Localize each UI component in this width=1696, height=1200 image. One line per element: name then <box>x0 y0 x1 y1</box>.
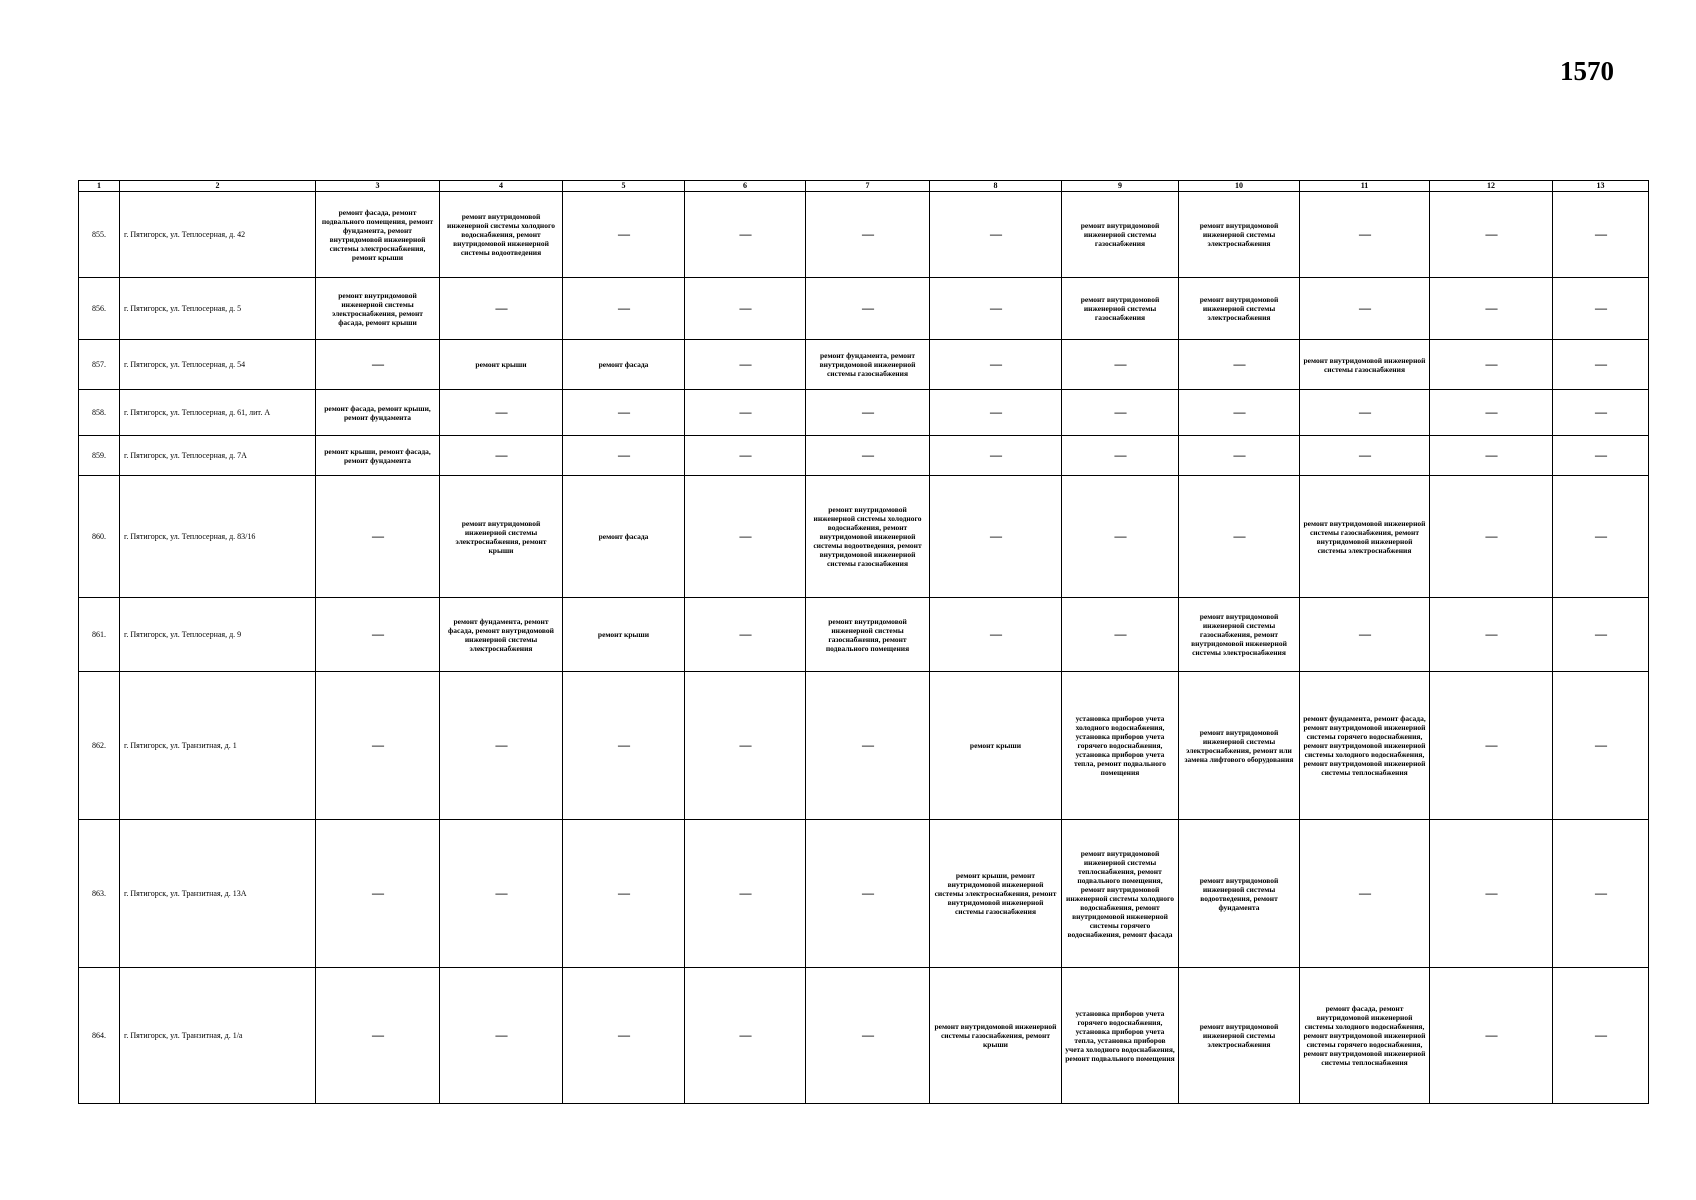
empty-dash-cell <box>563 436 685 476</box>
empty-dash-cell <box>316 968 440 1104</box>
table-row <box>79 340 1649 390</box>
dash-mark: — <box>1485 301 1497 316</box>
dash-mark: — <box>618 301 629 316</box>
work-type-cell: установка приборов учета горячего водоснабжения, установка приборов учета тепла, установка приборов учета холодного водоснабжения, ремонт подвального помещения <box>1062 968 1179 1104</box>
address-cell: г. Пятигорск, ул. Теплосерная, д. 7А <box>120 436 316 476</box>
table-row <box>79 436 1649 476</box>
dash-mark: — <box>1114 357 1126 372</box>
empty-dash-cell <box>806 192 930 278</box>
empty-dash-cell <box>1430 968 1553 1104</box>
dash-mark: — <box>1359 405 1370 420</box>
empty-dash-cell <box>806 390 930 436</box>
dash-mark: — <box>1485 886 1497 901</box>
work-type-cell: ремонт фасада, ремонт внутридомовой инженерной системы холодного водоснабжения, ремонт внутридомовой инженерной системы горячего водоснабжения, ремонт внутридомовой инженерной системы теплоснабжения <box>1300 968 1430 1104</box>
work-type-cell: ремонт внутридомовой инженерной системы газоснабжения, ремонт внутридомовой инженерной системы электроснабжения <box>1300 476 1430 598</box>
work-type-cell: ремонт внутридомовой инженерной системы электроснабжения, ремонт или замена лифтового оборудования <box>1179 672 1300 820</box>
column-header: 10 <box>1179 181 1300 192</box>
empty-dash-cell <box>440 820 563 968</box>
dash-mark: — <box>1485 529 1497 544</box>
column-header: 4 <box>440 181 563 192</box>
empty-dash-cell <box>806 278 930 340</box>
dash-mark: — <box>1233 357 1245 372</box>
address-cell: г. Пятигорск, ул. Теплосерная, д. 5 <box>120 278 316 340</box>
empty-dash-cell <box>1430 598 1553 672</box>
dash-mark: — <box>990 357 1001 372</box>
empty-dash-cell <box>806 968 930 1104</box>
empty-dash-cell <box>563 820 685 968</box>
dash-mark: — <box>495 301 507 316</box>
work-type-cell: ремонт внутридомовой инженерной системы электроснабжения, ремонт фасада, ремонт крыши <box>316 278 440 340</box>
dash-mark: — <box>1595 738 1606 753</box>
empty-dash-cell <box>806 436 930 476</box>
work-type-cell: ремонт крыши, ремонт внутридомовой инженерной системы электроснабжения, ремонт внутридомовой инженерной системы газоснабжения <box>930 820 1062 968</box>
column-header: 2 <box>120 181 316 192</box>
address-cell: г. Пятигорск, ул. Транзитная, д. 1/а <box>120 968 316 1104</box>
dash-mark: — <box>1359 301 1370 316</box>
empty-dash-cell <box>440 968 563 1104</box>
dash-mark: — <box>739 301 751 316</box>
table-row <box>79 192 1649 278</box>
empty-dash-cell <box>1553 278 1649 340</box>
dash-mark: — <box>1233 405 1245 420</box>
dash-mark: — <box>1359 448 1370 463</box>
dash-mark: — <box>1233 448 1245 463</box>
row-number: 856. <box>79 278 120 340</box>
address-cell: г. Пятигорск, ул. Теплосерная, д. 54 <box>120 340 316 390</box>
table-row <box>79 968 1649 1104</box>
dash-mark: — <box>1595 627 1606 642</box>
table-row <box>79 672 1649 820</box>
dash-mark: — <box>862 448 873 463</box>
dash-mark: — <box>1485 738 1497 753</box>
empty-dash-cell <box>1179 390 1300 436</box>
column-header: 7 <box>806 181 930 192</box>
empty-dash-cell <box>1062 340 1179 390</box>
repair-schedule-table <box>78 180 1649 1104</box>
header-row <box>79 181 1649 192</box>
table-row <box>79 476 1649 598</box>
empty-dash-cell <box>440 390 563 436</box>
dash-mark: — <box>739 227 751 242</box>
empty-dash-cell <box>1430 820 1553 968</box>
address-cell: г. Пятигорск, ул. Теплосерная, д. 83/16 <box>120 476 316 598</box>
empty-dash-cell <box>685 436 806 476</box>
work-type-cell: ремонт крыши, ремонт фасада, ремонт фундамента <box>316 436 440 476</box>
empty-dash-cell <box>1553 820 1649 968</box>
work-type-cell: ремонт внутридомовой инженерной системы газоснабжения <box>1300 340 1430 390</box>
work-type-cell: ремонт внутридомовой инженерной системы электроснабжения <box>1179 192 1300 278</box>
empty-dash-cell <box>1179 340 1300 390</box>
dash-mark: — <box>1485 227 1497 242</box>
row-number: 857. <box>79 340 120 390</box>
address-cell: г. Пятигорск, ул. Теплосерная, д. 61, лит. А <box>120 390 316 436</box>
dash-mark: — <box>990 301 1001 316</box>
empty-dash-cell <box>1062 436 1179 476</box>
address-cell: г. Пятигорск, ул. Транзитная, д. 13А <box>120 820 316 968</box>
dash-mark: — <box>1595 227 1606 242</box>
empty-dash-cell <box>1553 672 1649 820</box>
empty-dash-cell <box>1553 436 1649 476</box>
row-number: 862. <box>79 672 120 820</box>
dash-mark: — <box>618 738 629 753</box>
empty-dash-cell <box>930 278 1062 340</box>
empty-dash-cell <box>685 476 806 598</box>
empty-dash-cell <box>316 598 440 672</box>
dash-mark: — <box>1485 405 1497 420</box>
work-type-cell: ремонт внутридомовой инженерной системы электроснабжения <box>1179 278 1300 340</box>
column-header: 1 <box>79 181 120 192</box>
empty-dash-cell <box>685 672 806 820</box>
dash-mark: — <box>1359 227 1370 242</box>
work-type-cell: ремонт внутридомовой инженерной системы электроснабжения, ремонт крыши <box>440 476 563 598</box>
work-type-cell: ремонт внутридомовой инженерной системы газоснабжения, ремонт внутридомовой инженерной системы электроснабжения <box>1179 598 1300 672</box>
column-header: 3 <box>316 181 440 192</box>
empty-dash-cell <box>316 476 440 598</box>
row-number: 858. <box>79 390 120 436</box>
empty-dash-cell <box>563 390 685 436</box>
dash-mark: — <box>495 886 507 901</box>
empty-dash-cell <box>1430 436 1553 476</box>
empty-dash-cell <box>685 820 806 968</box>
dash-mark: — <box>1114 627 1126 642</box>
dash-mark: — <box>739 405 751 420</box>
work-type-cell: ремонт внутридомовой инженерной системы холодного водоснабжения, ремонт внутридомовой инженерной системы водоотведения <box>440 192 563 278</box>
dash-mark: — <box>372 627 383 642</box>
dash-mark: — <box>739 886 751 901</box>
empty-dash-cell <box>440 436 563 476</box>
work-type-cell: ремонт крыши <box>563 598 685 672</box>
empty-dash-cell <box>1430 340 1553 390</box>
empty-dash-cell <box>1300 278 1430 340</box>
dash-mark: — <box>990 627 1001 642</box>
empty-dash-cell <box>440 672 563 820</box>
dash-mark: — <box>1114 405 1126 420</box>
empty-dash-cell <box>1430 390 1553 436</box>
work-type-cell: ремонт фундамента, ремонт фасада, ремонт внутридомовой инженерной системы электроснабжения <box>440 598 563 672</box>
dash-mark: — <box>372 738 383 753</box>
work-type-cell: ремонт фундамента, ремонт фасада, ремонт внутридомовой инженерной системы горячего водоснабжения, ремонт внутридомовой инженерной системы холодного водоснабжения, ремонт внутридомовой инженерной системы теплоснабжения <box>1300 672 1430 820</box>
empty-dash-cell <box>563 278 685 340</box>
empty-dash-cell <box>563 672 685 820</box>
dash-mark: — <box>1485 1028 1497 1043</box>
dash-mark: — <box>862 738 873 753</box>
empty-dash-cell <box>563 192 685 278</box>
work-type-cell: ремонт внутридомовой инженерной системы газоснабжения <box>1062 192 1179 278</box>
work-type-cell: ремонт фундамента, ремонт внутридомовой инженерной системы газоснабжения <box>806 340 930 390</box>
row-number: 863. <box>79 820 120 968</box>
dash-mark: — <box>1485 357 1497 372</box>
dash-mark: — <box>1233 529 1245 544</box>
table-row <box>79 390 1649 436</box>
column-header: 5 <box>563 181 685 192</box>
dash-mark: — <box>618 886 629 901</box>
column-header: 11 <box>1300 181 1430 192</box>
dash-mark: — <box>618 227 629 242</box>
dash-mark: — <box>372 1028 383 1043</box>
empty-dash-cell <box>930 390 1062 436</box>
row-number: 861. <box>79 598 120 672</box>
dash-mark: — <box>739 738 751 753</box>
work-type-cell: ремонт фасада <box>563 476 685 598</box>
work-type-cell: ремонт внутридомовой инженерной системы газоснабжения, ремонт крыши <box>930 968 1062 1104</box>
table-row <box>79 820 1649 968</box>
dash-mark: — <box>739 357 751 372</box>
dash-mark: — <box>1114 448 1126 463</box>
column-header: 9 <box>1062 181 1179 192</box>
dash-mark: — <box>739 529 751 544</box>
row-number: 864. <box>79 968 120 1104</box>
dash-mark: — <box>372 529 383 544</box>
empty-dash-cell <box>930 340 1062 390</box>
dash-mark: — <box>739 448 751 463</box>
empty-dash-cell <box>1300 436 1430 476</box>
table-body <box>79 192 1649 1104</box>
table-row <box>79 598 1649 672</box>
work-type-cell: ремонт внутридомовой инженерной системы водоотведения, ремонт фундамента <box>1179 820 1300 968</box>
column-header: 8 <box>930 181 1062 192</box>
work-type-cell: ремонт внутридомовой инженерной системы газоснабжения <box>1062 278 1179 340</box>
empty-dash-cell <box>1300 598 1430 672</box>
work-type-cell: ремонт внутридомовой инженерной системы электроснабжения <box>1179 968 1300 1104</box>
empty-dash-cell <box>685 340 806 390</box>
empty-dash-cell <box>1062 476 1179 598</box>
dash-mark: — <box>990 405 1001 420</box>
dash-mark: — <box>1595 886 1606 901</box>
empty-dash-cell <box>1179 436 1300 476</box>
work-type-cell: ремонт внутридомовой инженерной системы теплоснабжения, ремонт подвального помещения, ремонт внутридомовой инженерной системы холодного водоснабжения, ремонт внутридомовой инженерной системы горячего водоснабжения, ремонт фасада <box>1062 820 1179 968</box>
empty-dash-cell <box>1062 390 1179 436</box>
dash-mark: — <box>372 357 383 372</box>
empty-dash-cell <box>1300 390 1430 436</box>
empty-dash-cell <box>440 278 563 340</box>
dash-mark: — <box>862 886 873 901</box>
empty-dash-cell <box>563 968 685 1104</box>
empty-dash-cell <box>1553 476 1649 598</box>
dash-mark: — <box>739 1028 751 1043</box>
dash-mark: — <box>618 448 629 463</box>
empty-dash-cell <box>1553 598 1649 672</box>
work-type-cell: ремонт крыши <box>930 672 1062 820</box>
empty-dash-cell <box>1430 192 1553 278</box>
empty-dash-cell <box>685 192 806 278</box>
dash-mark: — <box>1114 529 1126 544</box>
empty-dash-cell <box>685 278 806 340</box>
dash-mark: — <box>495 405 507 420</box>
row-number: 855. <box>79 192 120 278</box>
dash-mark: — <box>495 1028 507 1043</box>
dash-mark: — <box>1359 627 1370 642</box>
dash-mark: — <box>1595 448 1606 463</box>
work-type-cell: ремонт фасада, ремонт подвального помещения, ремонт фундамента, ремонт внутридомовой инженерной системы электроснабжения, ремонт крыши <box>316 192 440 278</box>
dash-mark: — <box>495 738 507 753</box>
empty-dash-cell <box>316 820 440 968</box>
work-type-cell: ремонт внутридомовой инженерной системы холодного водоснабжения, ремонт внутридомовой инженерной системы водоотведения, ремонт внутридомовой инженерной системы газоснабжения <box>806 476 930 598</box>
empty-dash-cell <box>1430 278 1553 340</box>
empty-dash-cell <box>316 672 440 820</box>
dash-mark: — <box>618 1028 629 1043</box>
empty-dash-cell <box>930 476 1062 598</box>
dash-mark: — <box>862 1028 873 1043</box>
empty-dash-cell <box>1553 340 1649 390</box>
work-type-cell: ремонт крыши <box>440 340 563 390</box>
empty-dash-cell <box>806 820 930 968</box>
empty-dash-cell <box>1179 476 1300 598</box>
table-row <box>79 278 1649 340</box>
dash-mark: — <box>1485 627 1497 642</box>
page-number: 1570 <box>1560 56 1614 86</box>
empty-dash-cell <box>316 340 440 390</box>
dash-mark: — <box>372 886 383 901</box>
column-header: 13 <box>1553 181 1649 192</box>
empty-dash-cell <box>1553 390 1649 436</box>
empty-dash-cell <box>1300 192 1430 278</box>
empty-dash-cell <box>1430 476 1553 598</box>
column-header: 6 <box>685 181 806 192</box>
dash-mark: — <box>1595 529 1606 544</box>
dash-mark: — <box>990 529 1001 544</box>
empty-dash-cell <box>1300 820 1430 968</box>
dash-mark: — <box>1595 357 1606 372</box>
empty-dash-cell <box>1553 968 1649 1104</box>
empty-dash-cell <box>685 390 806 436</box>
empty-dash-cell <box>685 968 806 1104</box>
dash-mark: — <box>618 405 629 420</box>
address-cell: г. Пятигорск, ул. Транзитная, д. 1 <box>120 672 316 820</box>
dash-mark: — <box>1595 301 1606 316</box>
dash-mark: — <box>1485 448 1497 463</box>
dash-mark: — <box>495 448 507 463</box>
empty-dash-cell <box>1430 672 1553 820</box>
dash-mark: — <box>862 301 873 316</box>
work-type-cell: ремонт внутридомовой инженерной системы газоснабжения, ремонт подвального помещения <box>806 598 930 672</box>
empty-dash-cell <box>930 436 1062 476</box>
dash-mark: — <box>1595 1028 1606 1043</box>
work-type-cell: ремонт фасада, ремонт крыши, ремонт фундамента <box>316 390 440 436</box>
dash-mark: — <box>1595 405 1606 420</box>
work-type-cell: ремонт фасада <box>563 340 685 390</box>
empty-dash-cell <box>1553 192 1649 278</box>
empty-dash-cell <box>930 192 1062 278</box>
column-header: 12 <box>1430 181 1553 192</box>
dash-mark: — <box>739 627 751 642</box>
work-type-cell: установка приборов учета холодного водоснабжения, установка приборов учета горячего водоснабжения, установка приборов учета тепла, ремонт подвального помещения <box>1062 672 1179 820</box>
dash-mark: — <box>862 227 873 242</box>
address-cell: г. Пятигорск, ул. Теплосерная, д. 42 <box>120 192 316 278</box>
dash-mark: — <box>862 405 873 420</box>
row-number: 860. <box>79 476 120 598</box>
empty-dash-cell <box>1062 598 1179 672</box>
empty-dash-cell <box>930 598 1062 672</box>
dash-mark: — <box>1359 886 1370 901</box>
empty-dash-cell <box>806 672 930 820</box>
dash-mark: — <box>990 448 1001 463</box>
address-cell: г. Пятигорск, ул. Теплосерная, д. 9 <box>120 598 316 672</box>
empty-dash-cell <box>685 598 806 672</box>
dash-mark: — <box>990 227 1001 242</box>
row-number: 859. <box>79 436 120 476</box>
